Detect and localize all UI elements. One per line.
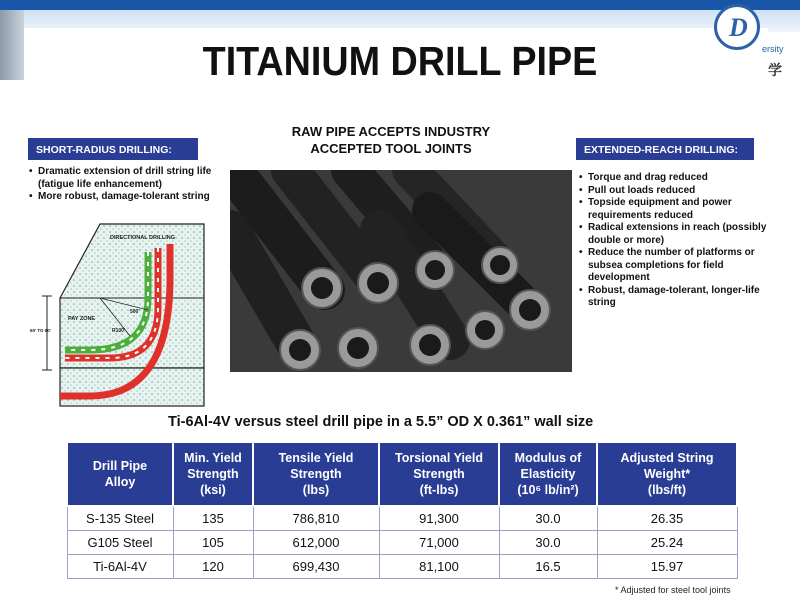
list-item: • Reduce the number of platforms or subsea completions for field development — [588, 247, 780, 285]
extended-reach-header: EXTENDED-REACH DRILLING: — [576, 138, 754, 160]
col-alloy-header — [67, 442, 173, 506]
list-item: • Robust, damage-tolerant, longer-life string — [588, 285, 780, 310]
table-header-row — [67, 442, 737, 506]
header-line: Adjusted String — [620, 451, 714, 465]
diagram-label-b: R100' — [112, 328, 126, 334]
building-photo — [0, 10, 24, 80]
diagram-label-top: DIRECTIONAL DRILLING — [110, 235, 175, 241]
list-item: • Pull out loads reduced — [588, 185, 780, 198]
properties-table — [66, 441, 738, 579]
center-caption-line1: RAW PIPE ACCEPTS INDUSTRY — [291, 124, 491, 139]
header-line: (lbs) — [302, 483, 330, 497]
table-row — [67, 555, 737, 579]
col-modulus-header — [499, 442, 597, 506]
table-cell: 612,000 — [253, 531, 379, 555]
table-cell: Ti-6Al-4V — [67, 555, 173, 579]
header-line: (lbs/ft) — [647, 483, 687, 497]
table-cell: 16.5 — [499, 555, 597, 579]
header-line: Modulus of — [514, 451, 582, 465]
table-cell: 786,810 — [253, 506, 379, 531]
header-line: (10⁶ lb/in²) — [517, 483, 579, 497]
table-cell: 105 — [173, 531, 253, 555]
table-row — [67, 531, 737, 555]
university-seal-text: 学 — [768, 63, 782, 79]
footnote: * Adjusted for steel tool joints — [615, 585, 731, 595]
header-line: Min. Yield — [184, 451, 242, 465]
col-torsional-header — [379, 442, 499, 506]
header-line: (ksi) — [200, 483, 226, 497]
header-line: Weight* — [643, 467, 691, 481]
header-line: Strength — [413, 467, 465, 481]
table-cell: 15.97 — [597, 555, 737, 579]
table-cell: 71,000 — [379, 531, 499, 555]
short-radius-header: SHORT-RADIUS DRILLING: — [28, 138, 198, 160]
short-radius-list — [28, 166, 224, 204]
header-line: Tensile Yield — [278, 451, 354, 465]
header-line: Torsional Yield — [395, 451, 483, 465]
table-cell: 135 — [173, 506, 253, 531]
page-title: TITANIUM DRILL PIPE — [202, 38, 598, 84]
header-line: (ft-lbs) — [419, 483, 459, 497]
header-line: Strength — [187, 467, 239, 481]
table-cell: 30.0 — [499, 506, 597, 531]
header-line: Alloy — [104, 475, 136, 489]
diagram-label-zone: PAY ZONE — [68, 316, 96, 322]
header-line: Drill Pipe — [92, 459, 148, 473]
list-item: • Torque and drag reduced — [588, 172, 780, 185]
university-logo: D — [714, 4, 760, 50]
table-row — [67, 506, 737, 531]
table-cell: 25.24 — [597, 531, 737, 555]
extended-reach-list — [578, 172, 780, 310]
center-caption — [256, 123, 526, 157]
diagram-label-left: 60' TO 80' — [30, 328, 51, 333]
table-cell: G105 Steel — [67, 531, 173, 555]
col-min-yield-header — [173, 442, 253, 506]
list-item: • More robust, damage-tolerant string — [38, 191, 224, 204]
col-tensile-header — [253, 442, 379, 506]
col-weight-header — [597, 442, 737, 506]
header-line: Strength — [290, 467, 342, 481]
top-bar — [0, 0, 800, 10]
table-cell: 81,100 — [379, 555, 499, 579]
table-cell: 91,300 — [379, 506, 499, 531]
table-cell: S-135 Steel — [67, 506, 173, 531]
comparison-subtitle: Ti-6Al-4V versus steel drill pipe in a 5.5” OD X 0.361” wall size — [168, 414, 594, 430]
list-item: • Dramatic extension of drill string life (fatigue life enhancement) — [38, 166, 224, 191]
diagram-label-a: 500' — [130, 309, 140, 315]
university-text: ersity — [762, 44, 784, 54]
list-item: • Topside equipment and power requirements reduced — [588, 197, 780, 222]
table-cell: 120 — [173, 555, 253, 579]
drill-pipe-photo — [230, 170, 572, 372]
directional-drilling-diagram — [30, 218, 208, 408]
list-item: • Radical extensions in reach (possibly double or more) — [588, 222, 780, 247]
table-cell: 30.0 — [499, 531, 597, 555]
center-caption-line2: ACCEPTED TOOL JOINTS — [310, 141, 472, 156]
table-cell: 26.35 — [597, 506, 737, 531]
header-line: Elasticity — [520, 467, 576, 481]
table-cell: 699,430 — [253, 555, 379, 579]
